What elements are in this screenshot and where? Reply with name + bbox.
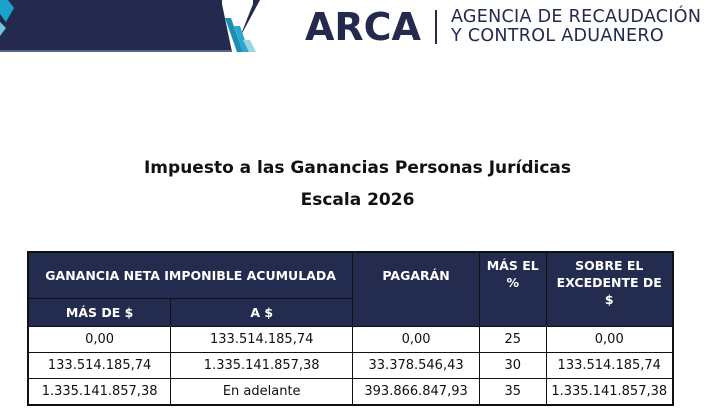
document-title: Impuesto a las Ganancias Personas Jurídicas bbox=[143, 158, 571, 178]
cell-excedente: 0,00 bbox=[546, 326, 673, 352]
cell-excedente: 133.514.185,74 bbox=[546, 352, 673, 378]
logo-divider bbox=[435, 10, 437, 44]
logo-wordmark: ARCA bbox=[305, 5, 421, 49]
header-pagaran bbox=[353, 252, 480, 326]
header-sobre-line2: EXCEDENTE DE $ bbox=[556, 275, 662, 307]
cell-mas-de: 1.335.141.857,38 bbox=[28, 378, 171, 405]
header-mas-el-line1: MÁS EL bbox=[486, 258, 539, 273]
cell-pct: 35 bbox=[479, 378, 546, 405]
cell-pagaran: 393.866.847,93 bbox=[353, 378, 480, 405]
header-a: A $ bbox=[171, 298, 353, 326]
cell-pagaran: 0,00 bbox=[353, 326, 480, 352]
header-sobre-excedente bbox=[546, 252, 673, 326]
cell-mas-de: 0,00 bbox=[28, 326, 171, 352]
header-ganancia-neta: GANANCIA NETA IMPONIBLE ACUMULADA bbox=[28, 252, 353, 298]
arca-logo bbox=[305, 6, 701, 48]
tax-scale-table bbox=[27, 251, 674, 406]
document-subtitle: Escala 2026 bbox=[300, 190, 415, 210]
table-row bbox=[28, 326, 673, 352]
header-mas-de: MÁS DE $ bbox=[28, 298, 171, 326]
cell-a: 1.335.141.857,38 bbox=[171, 352, 353, 378]
header-pagaran-label: PAGARÁN bbox=[382, 268, 450, 283]
logo-line-1: AGENCIA DE RECAUDACIÓN bbox=[450, 7, 702, 27]
cell-mas-de: 133.514.185,74 bbox=[28, 352, 171, 378]
cell-pct: 30 bbox=[479, 352, 546, 378]
cell-pagaran: 33.378.546,43 bbox=[353, 352, 480, 378]
header-sobre-line1: SOBRE EL bbox=[575, 258, 644, 273]
header-mas-el-pct bbox=[479, 252, 546, 326]
cell-a: 133.514.185,74 bbox=[171, 326, 353, 352]
cell-a: En adelante bbox=[171, 378, 353, 405]
logo-line-2: Y CONTROL ADUANERO bbox=[450, 26, 664, 46]
table-row bbox=[28, 378, 673, 405]
header-banner-graphic bbox=[0, 0, 260, 52]
logo-agency-name bbox=[451, 8, 701, 46]
header-mas-el-line2: % bbox=[506, 275, 519, 290]
cell-pct: 25 bbox=[479, 326, 546, 352]
table-row bbox=[28, 352, 673, 378]
cell-excedente: 1.335.141.857,38 bbox=[546, 378, 673, 405]
